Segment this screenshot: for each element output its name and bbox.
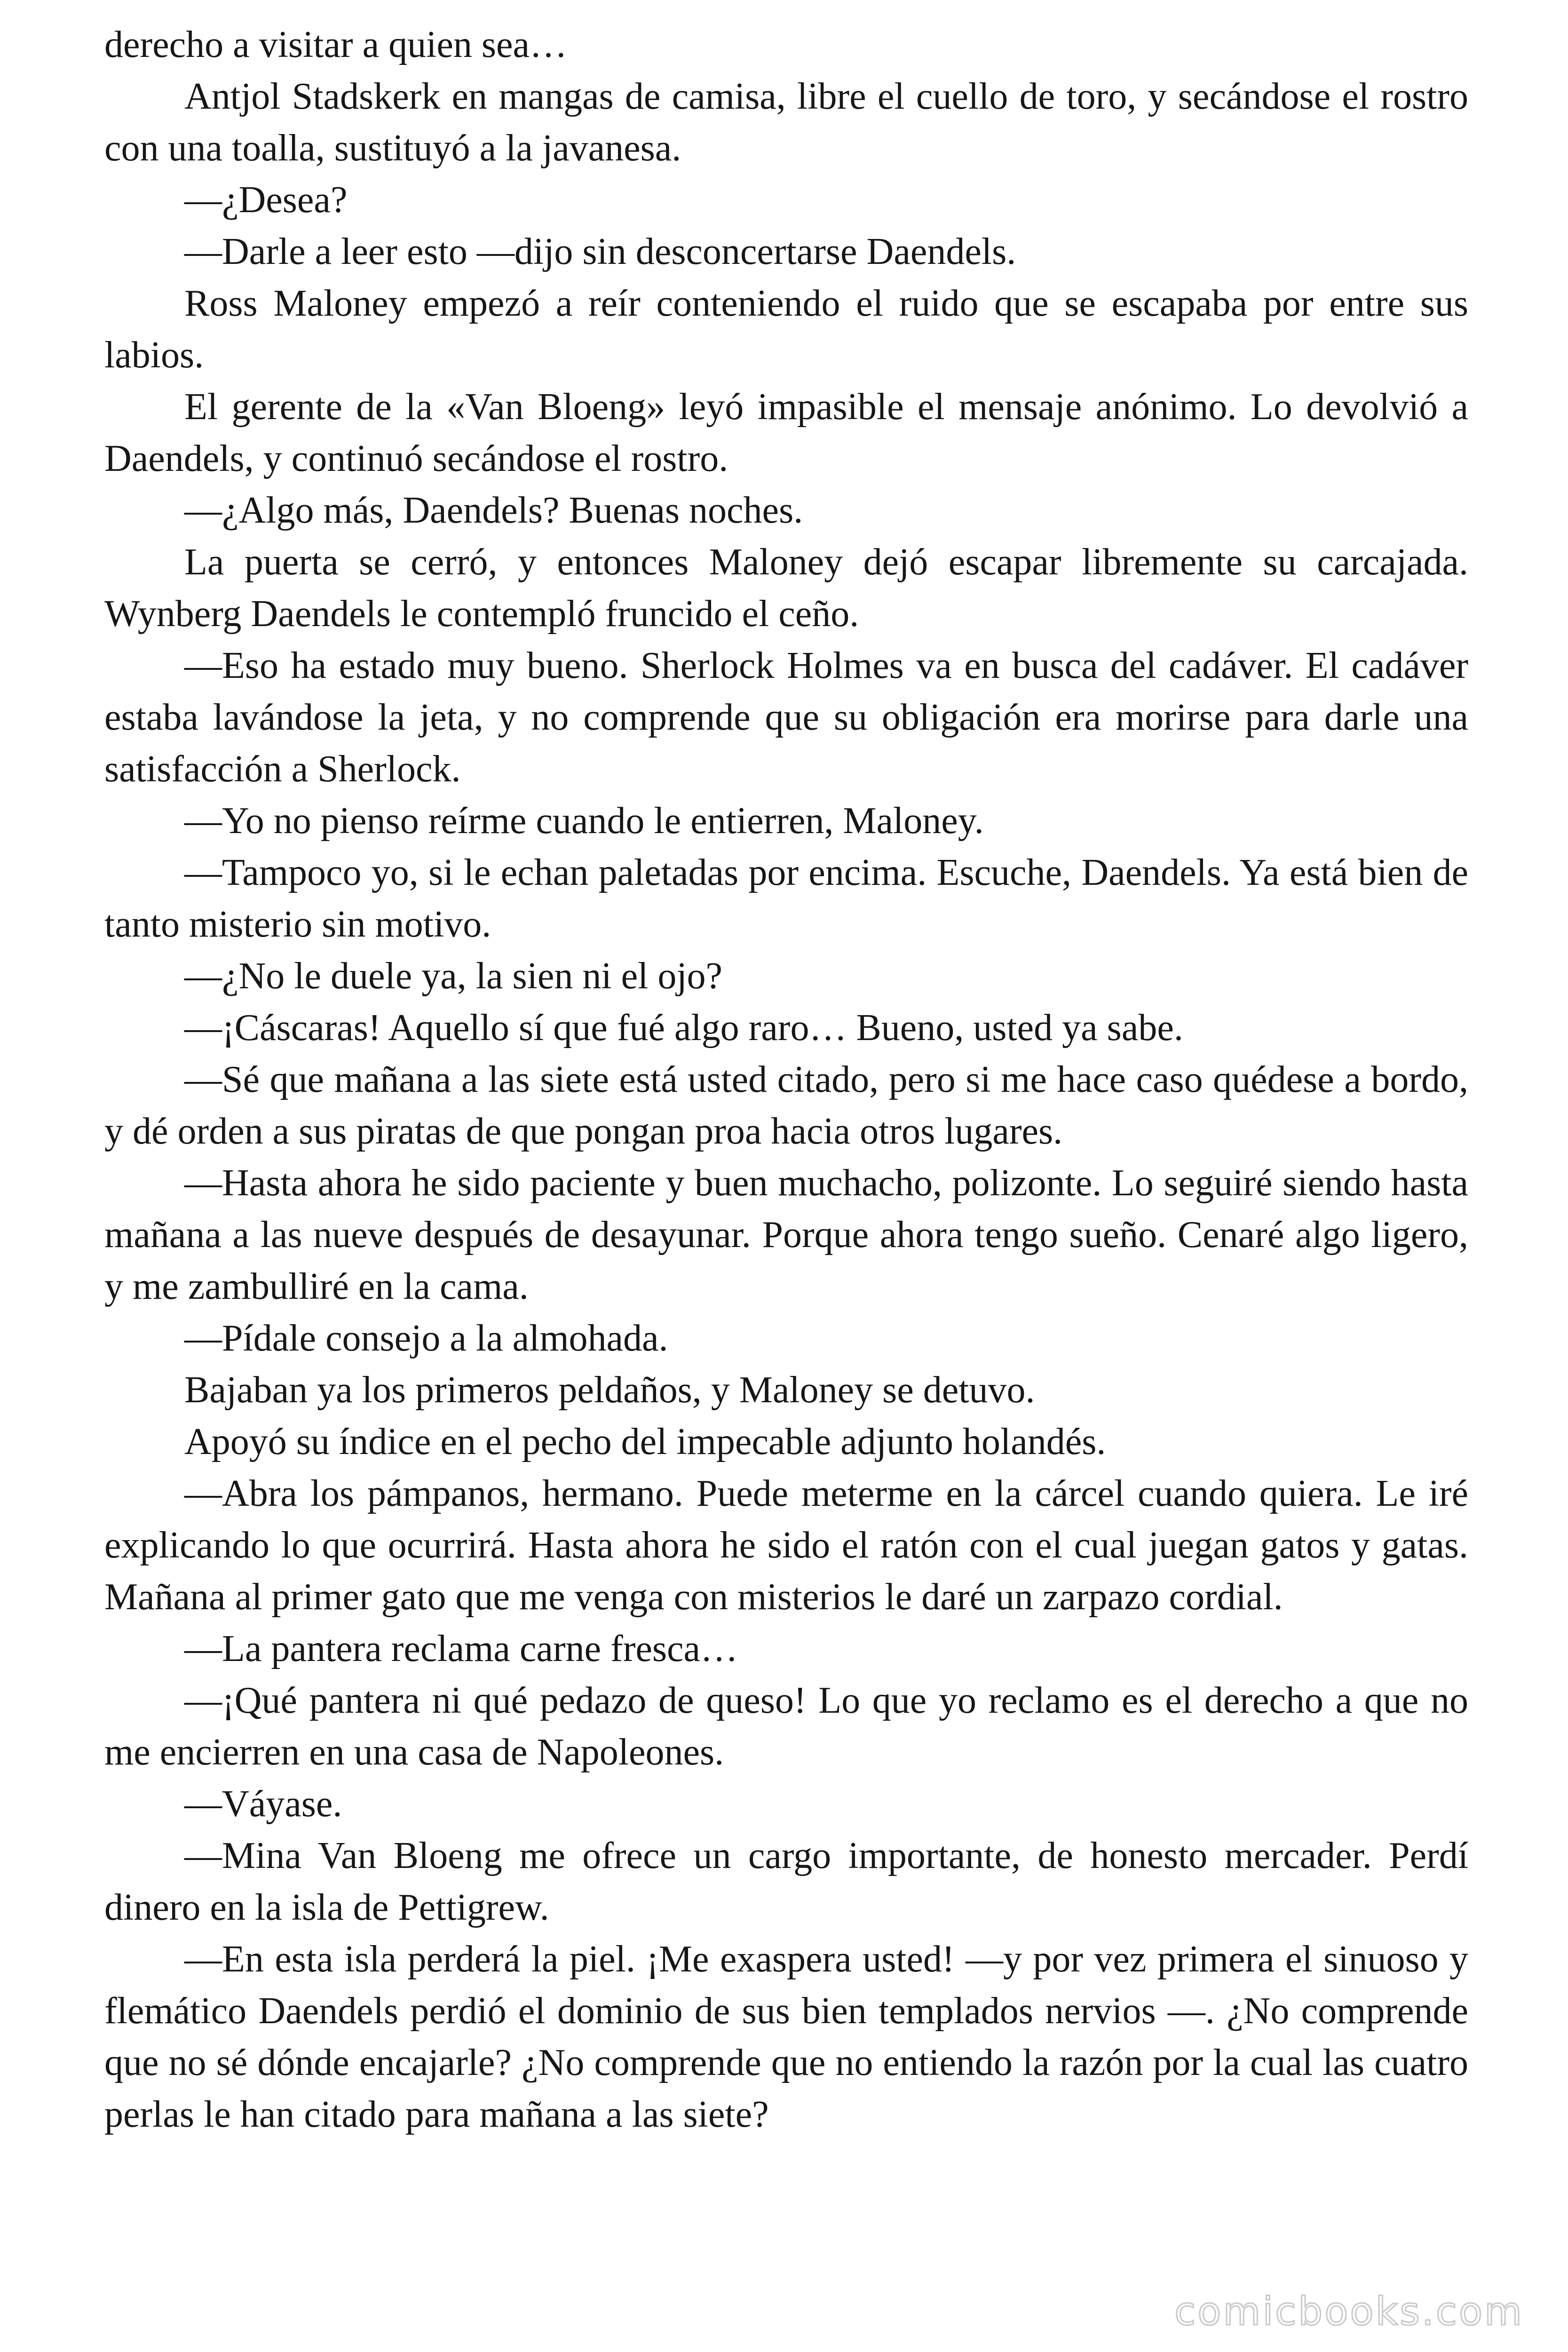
paragraph: —En esta isla perderá la piel. ¡Me exaspera usted! —y por vez primera el sinuoso y flemático Daendels perdió el dominio de sus bien templados nervios —. ¿No comprende que no sé dónde encajarle? ¿No comprende que no entiendo la razón por la cual las cuatro perlas le han citado para mañana a las siete? [104, 1939, 1468, 2135]
paragraph: —¡Qué pantera ni qué pedazo de queso! Lo que yo reclamo es el derecho a que no me encierren en una casa de Napoleones. [104, 1680, 1468, 1773]
watermark: comicbooks.com [1174, 2289, 1524, 2334]
paragraph: Antjol Stadskerk en mangas de camisa, libre el cuello de toro, y secándose el rostro con una toalla, sustituyó a la javanesa. [104, 76, 1468, 169]
paragraph: —Hasta ahora he sido paciente y buen muchacho, polizonte. Lo seguiré siendo hasta mañana a las nueve después de desayunar. Porque ahora tengo sueño. Cenaré algo ligero, y me zambulliré en la cama. [104, 1162, 1468, 1307]
paragraph: derecho a visitar a quien sea… [104, 24, 568, 65]
body-text [104, 19, 1468, 2140]
paragraph: —¿No le duele ya, la sien ni el ojo? [184, 955, 723, 997]
paragraph: El gerente de la «Van Bloeng» leyó impasible el mensaje anónimo. Lo devolvió a Daendels, y continuó secándose el rostro. [104, 386, 1468, 479]
paragraph: Bajaban ya los primeros peldaños, y Maloney se detuvo. [184, 1369, 1035, 1411]
paragraph: —Abra los pámpanos, hermano. Puede meterme en la cárcel cuando quiera. Le iré explicando lo que ocurrirá. Hasta ahora he sido el ratón con el cual juegan gatos y gatas. Mañana al primer gato que me venga con misterios le daré un zarpazo cordial. [104, 1473, 1468, 1618]
paragraph: —¿Algo más, Daendels? Buenas noches. [184, 490, 803, 531]
paragraph: —¿Desea? [184, 179, 348, 221]
paragraph: —Darle a leer esto —dijo sin desconcertarse Daendels. [184, 231, 1016, 272]
paragraph: —¡Cáscaras! Aquello sí que fué algo raro… Bueno, usted ya sabe. [184, 1007, 1183, 1049]
paragraph: La puerta se cerró, y entonces Maloney dejó escapar libremente su carcajada. Wynberg Daendels le contempló fruncido el ceño. [104, 541, 1468, 635]
paragraph: —Eso ha estado muy bueno. Sherlock Holmes va en busca del cadáver. El cadáver estaba lavándose la jeta, y no comprende que su obligación era morirse para darle una satisfacción a Sherlock. [104, 645, 1468, 790]
paragraph: —La pantera reclama carne fresca… [184, 1628, 738, 1669]
paragraph: —Pídale consejo a la almohada. [184, 1318, 668, 1359]
paragraph: —Mina Van Bloeng me ofrece un cargo importante, de honesto mercader. Perdí dinero en la isla de Pettigrew. [104, 1835, 1468, 1928]
paragraph: Apoyó su índice en el pecho del impecable adjunto holandés. [184, 1421, 1106, 1462]
paragraph: Ross Maloney empezó a reír conteniendo el ruido que se escapaba por entre sus labios. [104, 283, 1468, 376]
paragraph: —Yo no pienso reírme cuando le entierren, Maloney. [184, 800, 984, 842]
paragraph: —Váyase. [184, 1783, 342, 1825]
paragraph: —Tampoco yo, si le echan paletadas por encima. Escuche, Daendels. Ya está bien de tanto misterio sin motivo. [104, 852, 1468, 945]
paragraph: —Sé que mañana a las siete está usted citado, pero si me hace caso quédese a bordo, y dé orden a sus piratas de que pongan proa hacia otros lugares. [104, 1059, 1468, 1152]
